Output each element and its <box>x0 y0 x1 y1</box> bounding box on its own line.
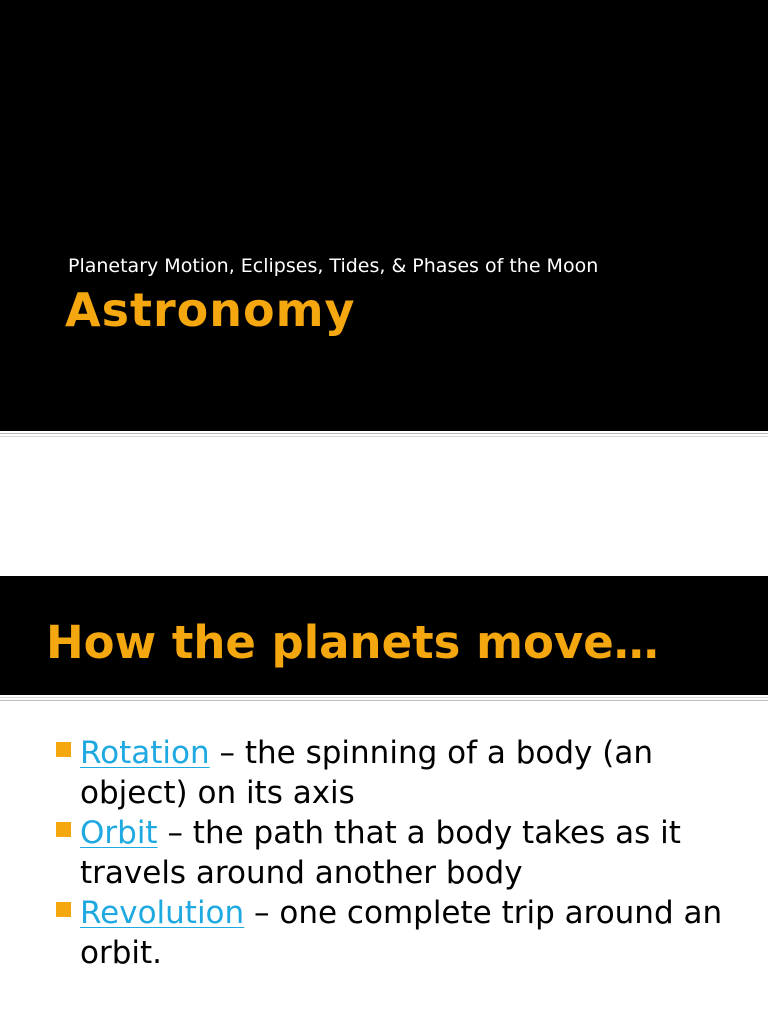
bullet-item-revolution <box>0 893 768 973</box>
slide-header-band <box>0 576 768 695</box>
slide-divider <box>0 433 768 434</box>
square-bullet-icon <box>56 822 71 837</box>
bullet-item-orbit <box>0 813 768 893</box>
slide-divider <box>0 436 768 437</box>
bullet-text: – the path that a body takes as it travels around another body <box>80 815 681 891</box>
bullet-list <box>0 733 768 973</box>
title-slide <box>0 0 768 431</box>
bullet-item-rotation <box>0 733 768 813</box>
term-link-revolution[interactable]: Revolution <box>80 895 245 931</box>
term-link-orbit[interactable]: Orbit <box>80 815 158 851</box>
slide-heading: How the planets move… <box>46 616 659 669</box>
term-link-rotation[interactable]: Rotation <box>80 735 210 771</box>
square-bullet-icon <box>56 902 71 917</box>
slide-subtitle: Planetary Motion, Eclipses, Tides, & Phases of the Moon <box>68 255 599 277</box>
bullet-text: – one complete trip around an orbit. <box>80 895 723 971</box>
bullet-text: – the spinning of a body (an object) on its axis <box>80 735 653 811</box>
slide-title: Astronomy <box>65 283 356 337</box>
slide-divider <box>0 697 768 698</box>
slide-divider <box>0 700 768 701</box>
square-bullet-icon <box>56 742 71 757</box>
